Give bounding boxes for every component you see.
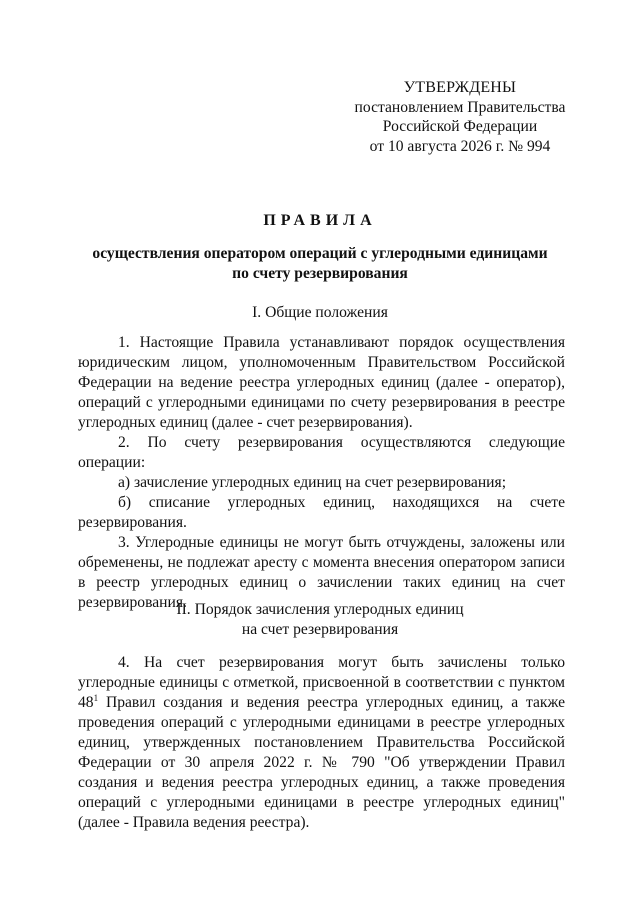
subtitle-line-2: по счету резервирования	[232, 265, 408, 282]
paragraph-2a: а) зачисление углеродных единиц на счет резервирования;	[118, 474, 507, 491]
section-2-heading	[60, 600, 580, 640]
paragraph-4-part-2: Правил создания и ведения реестра углеродных единиц, а также проведения операций с углеродными единицами в реестре углеродных единиц, утвержденных постановлением Правительства Российской Федерации от 30 апреля 2022 г. № 790 "Об утверждении Правил создания и ведения реестра углеродных единиц, а также проведения операций с углеродными единицами в реестре углеродных единиц" (далее - Правила ведения реестра).	[78, 694, 565, 831]
document-title: ПРАВИЛА	[263, 212, 377, 229]
paragraph-4-part-1: 4. На счет резервирования могут быть зачислены только углеродные единицы с отметкой, присвоенной в соответствии с пунктом 48	[78, 654, 565, 711]
approval-line-1: постановлением Правительства	[354, 98, 566, 116]
section-1-body	[78, 333, 565, 613]
approval-line-2: Российской Федерации	[382, 118, 538, 135]
section-2-heading-line-1: II. Порядок зачисления углеродных единиц	[176, 601, 464, 618]
paragraph-2: 2. По счету резервирования осуществляются следующие операции:	[78, 434, 565, 471]
paragraph-2b: б) списание углеродных единиц, находящихся на счете резервирования.	[78, 494, 565, 531]
approval-line-3: от 10 августа 2026 г. № 994	[369, 137, 551, 155]
paragraph-3: 3. Углеродные единицы не могут быть отчуждены, заложены или обременены, не подлежат аресту с момента внесения оператором записи в реестр углеродных единиц о зачислении таких единиц на счет резервирования.	[78, 534, 565, 611]
paragraph-4-superscript: 1	[93, 693, 99, 703]
approval-stamp	[340, 78, 580, 156]
paragraph-1: 1. Настоящие Правила устанавливают порядок осуществления юридическим лицом, уполномоченным Правительством Российской Федерации на ведение реестра углеродных единиц (далее - оператор), операций с углеродными единицами по счету резервирования в реестре углеродных единиц (далее - счет резервирования).	[78, 334, 565, 431]
paragraph-4	[78, 653, 565, 833]
section-2-body	[78, 653, 565, 833]
document-subtitle	[60, 244, 580, 284]
approval-heading: УТВЕРЖДЕНЫ	[403, 79, 517, 96]
subtitle-line-1: осуществления оператором операций с углеродными единицами	[92, 245, 548, 262]
section-1-heading: I. Общие положения	[252, 304, 388, 321]
section-2-heading-line-2: на счет резервирования	[241, 621, 399, 638]
